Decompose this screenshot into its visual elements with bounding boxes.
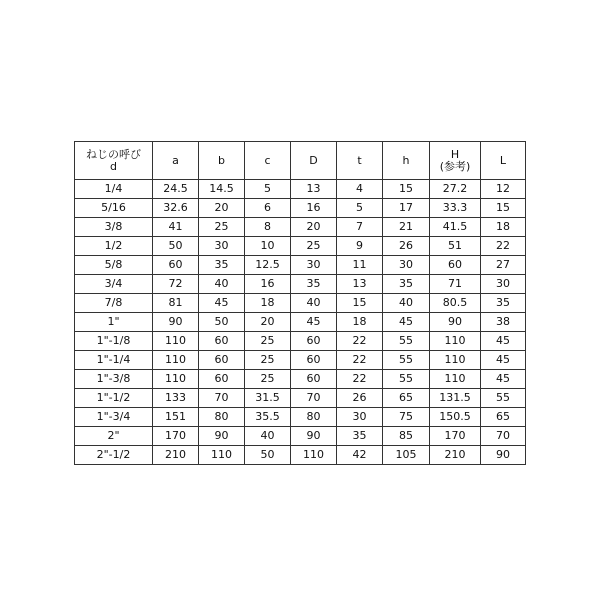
table-cell: 1"-1/2: [75, 389, 153, 408]
table-cell: 110: [153, 351, 199, 370]
table-cell: 3/4: [75, 275, 153, 294]
table-cell: 22: [481, 237, 526, 256]
table-cell: 80: [199, 408, 245, 427]
table-cell: 30: [337, 408, 383, 427]
table-cell: 70: [199, 389, 245, 408]
table-cell: 25: [245, 351, 291, 370]
table-row: [75, 294, 526, 313]
table-cell: 4: [337, 180, 383, 199]
table-cell: 170: [430, 427, 481, 446]
table-cell: 13: [291, 180, 337, 199]
table-cell: 50: [153, 237, 199, 256]
table-cell: 41.5: [430, 218, 481, 237]
table-cell: 22: [337, 332, 383, 351]
column-header-label: L: [499, 153, 507, 167]
table-cell: 40: [291, 294, 337, 313]
table-cell: 18: [481, 218, 526, 237]
table-cell: 1/4: [75, 180, 153, 199]
table-cell: 35: [291, 275, 337, 294]
table-cell: 18: [337, 313, 383, 332]
table-cell: 50: [199, 313, 245, 332]
table-cell: 210: [153, 446, 199, 465]
table-cell: 80: [291, 408, 337, 427]
table-cell: 15: [481, 199, 526, 218]
table-cell: 70: [481, 427, 526, 446]
column-header-label: H: [450, 147, 460, 161]
table-cell: 60: [291, 351, 337, 370]
table-cell: 12: [481, 180, 526, 199]
column-header-label: c: [264, 153, 271, 167]
table-row: [75, 351, 526, 370]
table-cell: 60: [291, 332, 337, 351]
table-cell: 131.5: [430, 389, 481, 408]
table-cell: 65: [481, 408, 526, 427]
column-header-sublabel: d: [110, 159, 117, 173]
table-cell: 110: [430, 351, 481, 370]
table-cell: 30: [383, 256, 430, 275]
table-cell: 45: [291, 313, 337, 332]
column-header-d: [291, 142, 337, 180]
table-cell: 133: [153, 389, 199, 408]
table-cell: 5: [337, 199, 383, 218]
table-cell: 40: [199, 275, 245, 294]
table-row: [75, 408, 526, 427]
column-header-c: [245, 142, 291, 180]
table-cell: 25: [245, 370, 291, 389]
table-row: [75, 256, 526, 275]
table-cell: 35: [337, 427, 383, 446]
table-cell: 16: [291, 199, 337, 218]
table-cell: 26: [383, 237, 430, 256]
table-cell: 5/16: [75, 199, 153, 218]
table-cell: 31.5: [245, 389, 291, 408]
table-cell: 9: [337, 237, 383, 256]
table-cell: 55: [383, 332, 430, 351]
table-cell: 60: [430, 256, 481, 275]
table-cell: 71: [430, 275, 481, 294]
table-cell: 42: [337, 446, 383, 465]
table-cell: 85: [383, 427, 430, 446]
table-cell: 1": [75, 313, 153, 332]
table-cell: 38: [481, 313, 526, 332]
table-cell: 110: [199, 446, 245, 465]
table-cell: 15: [337, 294, 383, 313]
table-cell: 30: [199, 237, 245, 256]
table-row: [75, 446, 526, 465]
column-header-label: t: [357, 153, 362, 167]
table-cell: 17: [383, 199, 430, 218]
table-cell: 2"-1/2: [75, 446, 153, 465]
table-row: [75, 180, 526, 199]
column-header-thread-size: [75, 142, 153, 180]
table-cell: 60: [199, 332, 245, 351]
table-cell: 16: [245, 275, 291, 294]
table-cell: 72: [153, 275, 199, 294]
table-cell: 35: [199, 256, 245, 275]
table-cell: 20: [291, 218, 337, 237]
table-cell: 81: [153, 294, 199, 313]
table-cell: 51: [430, 237, 481, 256]
table-cell: 13: [337, 275, 383, 294]
table-body: [75, 180, 526, 465]
table-cell: 33.3: [430, 199, 481, 218]
table-cell: 170: [153, 427, 199, 446]
table-cell: 7/8: [75, 294, 153, 313]
table-cell: 45: [383, 313, 430, 332]
table-row: [75, 370, 526, 389]
table-cell: 1"-3/8: [75, 370, 153, 389]
table-cell: 110: [291, 446, 337, 465]
table-cell: 60: [199, 370, 245, 389]
table-cell: 3/8: [75, 218, 153, 237]
table-cell: 21: [383, 218, 430, 237]
table-row: [75, 237, 526, 256]
table-cell: 25: [291, 237, 337, 256]
table-cell: 55: [383, 351, 430, 370]
table-cell: 105: [383, 446, 430, 465]
column-header-h-reference: [430, 142, 481, 180]
table-cell: 2": [75, 427, 153, 446]
table-cell: 10: [245, 237, 291, 256]
table-cell: 24.5: [153, 180, 199, 199]
table-cell: 60: [199, 351, 245, 370]
table-cell: 55: [481, 389, 526, 408]
table-cell: 11: [337, 256, 383, 275]
table-cell: 110: [430, 332, 481, 351]
table-cell: 65: [383, 389, 430, 408]
table-cell: 8: [245, 218, 291, 237]
column-header-h: [383, 142, 430, 180]
table-cell: 150.5: [430, 408, 481, 427]
table-cell: 12.5: [245, 256, 291, 275]
table-cell: 110: [430, 370, 481, 389]
table-cell: 90: [291, 427, 337, 446]
table-cell: 6: [245, 199, 291, 218]
table-row: [75, 332, 526, 351]
table-cell: 5/8: [75, 256, 153, 275]
table-cell: 20: [199, 199, 245, 218]
column-header-t: [337, 142, 383, 180]
column-header-label: a: [172, 153, 179, 167]
table-cell: 45: [481, 370, 526, 389]
table-cell: 45: [199, 294, 245, 313]
table-cell: 45: [481, 351, 526, 370]
table-cell: 1/2: [75, 237, 153, 256]
table-cell: 110: [153, 370, 199, 389]
table-row: [75, 313, 526, 332]
table-cell: 25: [199, 218, 245, 237]
table-cell: 1"-1/8: [75, 332, 153, 351]
table-row: [75, 427, 526, 446]
table-cell: 32.6: [153, 199, 199, 218]
table-cell: 14.5: [199, 180, 245, 199]
table-cell: 35.5: [245, 408, 291, 427]
table-cell: 75: [383, 408, 430, 427]
table-cell: 210: [430, 446, 481, 465]
table-cell: 35: [383, 275, 430, 294]
column-header-a: [153, 142, 199, 180]
table-cell: 25: [245, 332, 291, 351]
table-cell: 30: [291, 256, 337, 275]
table-row: [75, 275, 526, 294]
column-header-b: [199, 142, 245, 180]
column-header-sublabel: (参考): [439, 159, 471, 173]
table-cell: 151: [153, 408, 199, 427]
table-cell: 60: [153, 256, 199, 275]
table-cell: 50: [245, 446, 291, 465]
table-cell: 22: [337, 370, 383, 389]
table-cell: 90: [153, 313, 199, 332]
table-cell: 1"-3/4: [75, 408, 153, 427]
table-cell: 1"-1/4: [75, 351, 153, 370]
table-header-row: [75, 142, 526, 180]
table-cell: 5: [245, 180, 291, 199]
column-header-label: b: [218, 153, 225, 167]
table-cell: 41: [153, 218, 199, 237]
table-cell: 35: [481, 294, 526, 313]
table-cell: 30: [481, 275, 526, 294]
table-cell: 40: [245, 427, 291, 446]
table-cell: 27.2: [430, 180, 481, 199]
table-cell: 26: [337, 389, 383, 408]
table-cell: 70: [291, 389, 337, 408]
table-cell: 27: [481, 256, 526, 275]
table-cell: 90: [199, 427, 245, 446]
table-cell: 18: [245, 294, 291, 313]
table-row: [75, 218, 526, 237]
table-cell: 20: [245, 313, 291, 332]
table-cell: 90: [430, 313, 481, 332]
table-cell: 22: [337, 351, 383, 370]
table-cell: 110: [153, 332, 199, 351]
column-header-label: h: [402, 153, 410, 167]
table-cell: 60: [291, 370, 337, 389]
table-cell: 90: [481, 446, 526, 465]
column-header-label: ねじの呼び: [86, 147, 141, 161]
column-header-l: [481, 142, 526, 180]
dimension-table: [74, 141, 526, 465]
table-cell: 7: [337, 218, 383, 237]
column-header-label: D: [309, 153, 318, 167]
table-cell: 55: [383, 370, 430, 389]
table-cell: 80.5: [430, 294, 481, 313]
table-row: [75, 389, 526, 408]
table-cell: 15: [383, 180, 430, 199]
table-cell: 40: [383, 294, 430, 313]
table-row: [75, 199, 526, 218]
table-cell: 45: [481, 332, 526, 351]
